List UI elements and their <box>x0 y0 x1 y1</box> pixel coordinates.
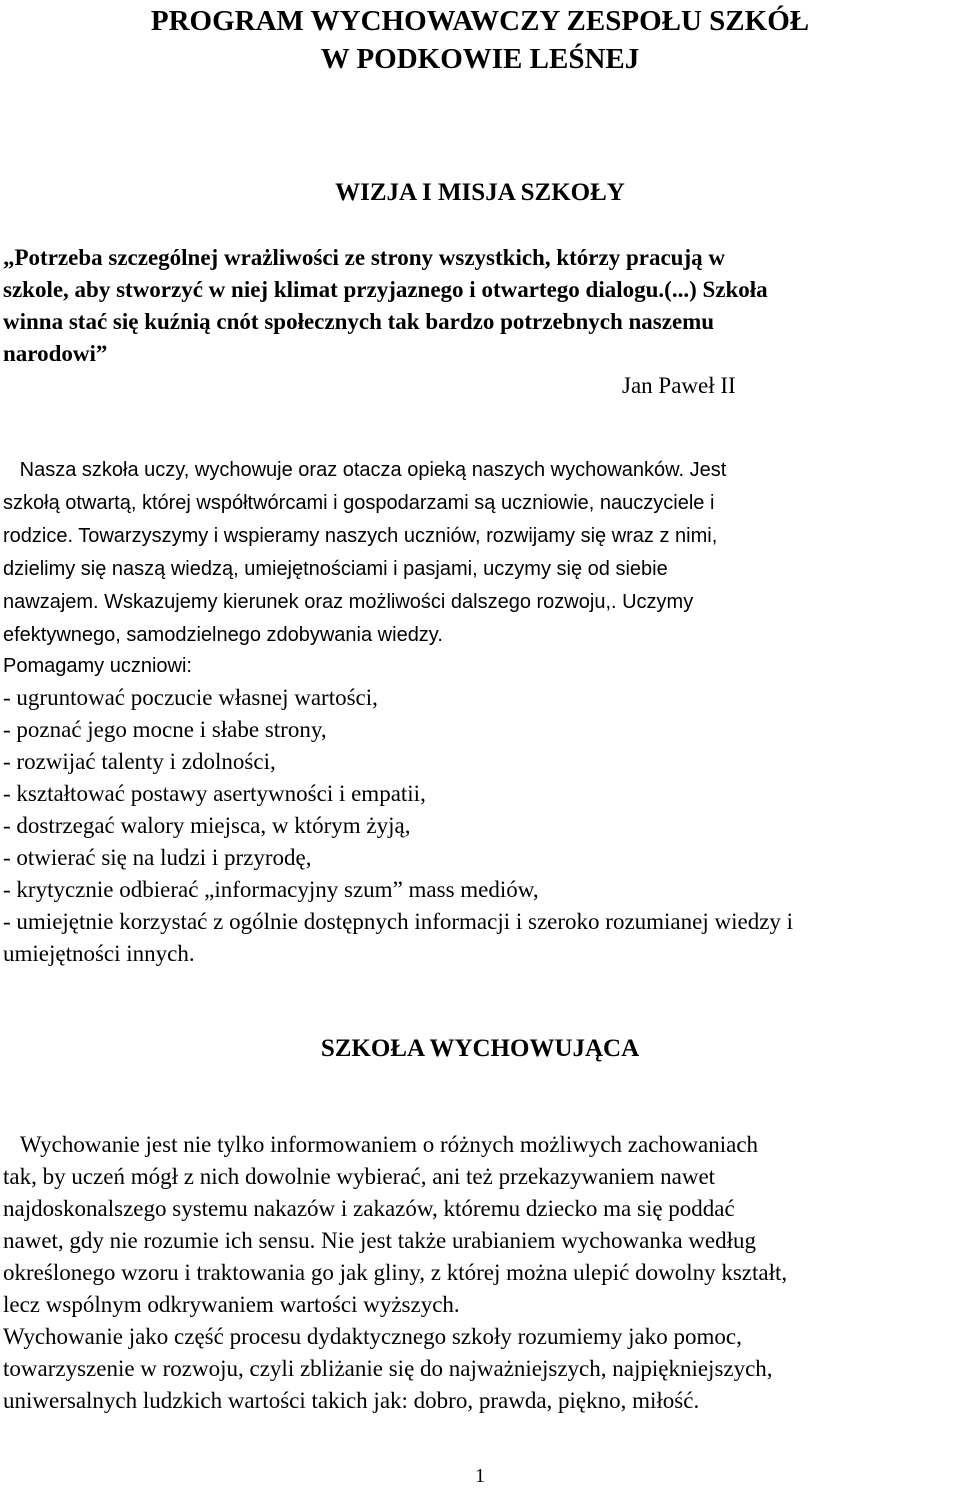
vision-text-line: szkołą otwartą, której współtwórcami i gospodarzami są uczniowie, nauczyciele i <box>3 492 715 514</box>
school-text-line: tak, by uczeń mógł z nich dowolnie wybierać, ani też przekazywaniem nawet <box>3 1164 716 1189</box>
school-text-line: najdoskonalszego systemu nakazów i zakazów, któremu dziecko ma się poddać <box>3 1196 735 1221</box>
school-text-line: Wychowanie jako część procesu dydaktycznego szkoły rozumiemy jako pomoc, <box>3 1324 742 1349</box>
section-heading-vision: WIZJA I MISJA SZKOŁY <box>335 179 625 206</box>
quote-line: narodowi” <box>3 341 108 366</box>
vision-text-line: rodzice. Towarzyszymy i wspieramy naszych uczniów, rozwijamy się wraz z nimi, <box>3 525 718 547</box>
vision-text-line: Nasza szkoła uczy, wychowuje oraz otacza opieką naszych wychowanków. Jest <box>3 459 727 481</box>
list-item: - umiejętnie korzystać z ogólnie dostępnych informacji i szeroko rozumianej wiedzy i <box>3 909 794 934</box>
school-text-line: określonego wzoru i traktowania go jak gliny, z której można ulepić dowolny kształt, <box>3 1260 788 1285</box>
list-item: - otwierać się na ludzi i przyrodę, <box>3 845 312 870</box>
list-item: - kształtować postawy asertywności i empatii, <box>3 781 426 806</box>
document-title-line-1: PROGRAM WYCHOWAWCZY ZESPOŁU SZKÓŁ <box>150 5 810 37</box>
vision-text-line: efektywnego, samodzielnego zdobywania wiedzy. <box>3 624 443 646</box>
school-text-line: Wychowanie jest nie tylko informowaniem o różnych możliwych zachowaniach <box>3 1132 759 1157</box>
list-item: umiejętności innych. <box>3 941 195 966</box>
school-text-line: uniwersalnych ludzkich wartości takich jak: dobro, prawda, piękno, miłość. <box>3 1388 700 1413</box>
list-item: - krytycznie odbierać „informacyjny szum” mass mediów, <box>3 877 539 902</box>
quote-author: Jan Paweł II <box>622 373 736 398</box>
list-item: - ugruntować poczucie własnej wartości, <box>3 685 378 710</box>
list-item: - rozwijać talenty i zdolności, <box>3 749 276 774</box>
quote-line: winna stać się kuźnią cnót społecznych tak bardzo potrzebnych naszemu <box>3 309 715 334</box>
page-number: 1 <box>475 1465 485 1487</box>
vision-text-line: nawzajem. Wskazujemy kierunek oraz możliwości dalszego rozwoju,. Uczymy <box>3 591 694 613</box>
vision-text-line: Pomagamy uczniowi: <box>3 655 192 677</box>
school-text-line: nawet, gdy nie rozumie ich sensu. Nie jest także urabianiem wychowanka według <box>3 1228 757 1253</box>
list-item: - poznać jego mocne i słabe strony, <box>3 717 327 742</box>
section-heading-school: SZKOŁA WYCHOWUJĄCA <box>320 1035 640 1062</box>
quote-line: „Potrzeba szczególnej wrażliwości ze strony wszystkich, którzy pracują w <box>3 245 725 270</box>
quote-line: szkole, aby stworzyć w niej klimat przyjaznego i otwartego dialogu.(...) Szkoła <box>3 277 768 302</box>
school-text-line: towarzyszenie w rozwoju, czyli zbliżanie się do najważniejszych, najpiękniejszych, <box>3 1356 773 1381</box>
vision-text-line: dzielimy się naszą wiedzą, umiejętnościami i pasjami, uczymy się od siebie <box>3 558 668 580</box>
document-title-line-2: W PODKOWIE LEŚNEJ <box>320 43 640 75</box>
list-item: - dostrzegać walory miejsca, w którym żyją, <box>3 813 411 838</box>
school-text-line: lecz wspólnym odkrywaniem wartości wyższych. <box>3 1292 460 1317</box>
